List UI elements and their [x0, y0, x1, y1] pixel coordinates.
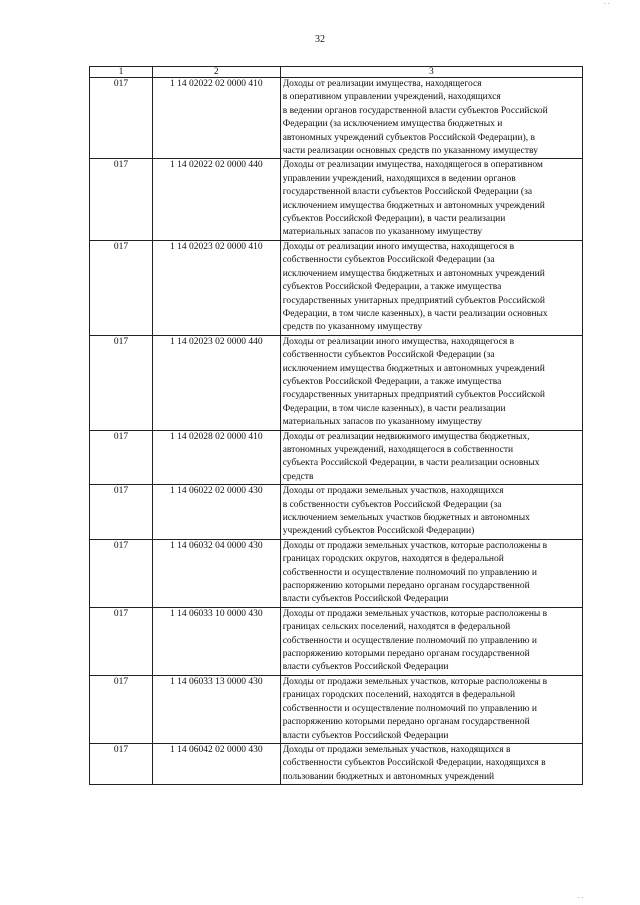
description-line: собственности субъектов Российской Федерации (за [282, 350, 495, 361]
description-line: исключением имущества бюджетных и автономных учреждений [282, 268, 545, 279]
description-line: субъектов Российской Федерации, а также имущества [282, 376, 502, 387]
revenue-description-cell [280, 240, 582, 335]
description-line: исключением имущества бюджетных и автономных учреждений [282, 363, 545, 374]
revenue-description-cell [280, 485, 582, 540]
description-line: Доходы от реализации имущества, находящегося в оперативном [282, 160, 543, 171]
description-line: субъекта Российской Федерации, в части реализации основных [282, 458, 540, 469]
table-row [90, 485, 583, 540]
description-line: субъектов Российской Федерации), в части реализации [282, 214, 506, 225]
revenue-codes-table [89, 66, 583, 785]
description-line: Доходы от продажи земельных участков, которые расположены в [282, 540, 548, 551]
table-row [90, 240, 583, 335]
revenue-description-cell [280, 335, 582, 430]
description-line: Доходы от продажи земельных участков, которые расположены в [282, 676, 548, 687]
description-line: государственных унитарных предприятий субъектов Российской [282, 295, 545, 306]
description-line: Доходы от продажи земельных участков, которые расположены в [282, 608, 548, 619]
table-row [90, 539, 583, 607]
description-line: Доходы от реализации недвижимого имущества бюджетных, [282, 431, 530, 442]
description-line: Федерации, в том числе казенных), в части реализации [282, 403, 506, 414]
description-line: части реализации основных средств по указанному имуществу [282, 146, 538, 157]
revenue-code-cell: 1 14 02022 02 0000 410 [152, 78, 280, 159]
revenue-code-cell: 1 14 06042 02 0000 430 [152, 743, 280, 784]
admin-code-cell: 017 [90, 335, 153, 430]
description-line: распоряжению которыми передано органам государственной [282, 717, 530, 728]
revenue-description-cell [280, 607, 582, 675]
table-header-row [90, 67, 583, 78]
revenue-code-cell: 1 14 02028 02 0000 410 [152, 430, 280, 485]
description-line: в оперативном управлении учреждений, находящихся [282, 92, 501, 103]
revenue-description-cell [280, 743, 582, 784]
table-row [90, 607, 583, 675]
description-line: Доходы от продажи земельных участков, находящихся [282, 486, 504, 497]
revenue-description-cell [280, 675, 582, 743]
description-line: собственности и осуществление полномочий по управлению и [282, 635, 537, 646]
description-line: Доходы от реализации иного имущества, находящегося в [282, 336, 515, 347]
revenue-code-cell: 1 14 06033 13 0000 430 [152, 675, 280, 743]
description-line: границах городских поселений, находятся в федеральной [282, 690, 516, 701]
description-line: в ведении органов государственной власти субъектов Российской [282, 105, 548, 116]
admin-code-cell: 017 [90, 743, 153, 784]
column-header-1: 1 [90, 67, 153, 78]
description-line: собственности и осуществление полномочий по управлению и [282, 703, 537, 714]
description-line: управлении учреждений, находящихся в ведении органов [282, 173, 516, 184]
table-row [90, 743, 583, 784]
description-line: распоряжению которыми передано органам государственной [282, 649, 530, 660]
revenue-code-cell: 1 14 06022 02 0000 430 [152, 485, 280, 540]
description-line: государственной власти субъектов Российской Федерации (за [282, 187, 533, 198]
admin-code-cell: 017 [90, 240, 153, 335]
description-line: Федерации, в том числе казенных), в части реализации основных [282, 308, 548, 319]
table-row [90, 78, 583, 159]
description-line: пользовании бюджетных и автономных учреждений [282, 771, 495, 782]
description-line: границах сельских поселений, находятся в федеральной [282, 622, 511, 633]
page-number: 32 [315, 34, 325, 45]
description-line: распоряжению которыми передано органам государственной [282, 581, 530, 592]
description-line: материальных запасов по указанному имуществу [282, 227, 483, 238]
description-line: собственности субъектов Российской Федерации, находящихся в [282, 758, 546, 769]
admin-code-cell: 017 [90, 78, 153, 159]
table-body [90, 78, 583, 785]
description-line: границах городских округов, находятся в федеральной [282, 554, 504, 565]
revenue-code-cell: 1 14 02023 02 0000 440 [152, 335, 280, 430]
admin-code-cell: 017 [90, 607, 153, 675]
table-row [90, 430, 583, 485]
description-line: Доходы от продажи земельных участков, находящихся в [282, 744, 511, 755]
description-line: автономных учреждений субъектов Российской Федерации), в [282, 132, 535, 143]
revenue-code-cell: 1 14 06032 04 0000 430 [152, 539, 280, 607]
table-row [90, 335, 583, 430]
revenue-code-cell: 1 14 02022 02 0000 440 [152, 159, 280, 240]
description-line: государственных унитарных предприятий субъектов Российской [282, 390, 545, 401]
description-line: Федерации (за исключением имущества бюджетных и [282, 119, 503, 130]
description-line: собственности субъектов Российской Федерации (за [282, 255, 495, 266]
table-row [90, 159, 583, 240]
description-line: власти субъектов Российской Федерации [282, 594, 449, 605]
description-line: исключением имущества бюджетных и автономных учреждений [282, 200, 545, 211]
admin-code-cell: 017 [90, 430, 153, 485]
column-header-2: 2 [152, 67, 280, 78]
table-row [90, 675, 583, 743]
admin-code-cell: 017 [90, 675, 153, 743]
revenue-code-cell: 1 14 06033 10 0000 430 [152, 607, 280, 675]
revenue-code-cell: 1 14 02023 02 0000 410 [152, 240, 280, 335]
corner-mark-top: · · [603, 0, 610, 8]
revenue-description-cell [280, 430, 582, 485]
description-line: власти субъектов Российской Федерации [282, 730, 449, 741]
description-line: средств по указанному имуществу [282, 322, 423, 333]
description-line: автономных учреждений, находящегося в собственности [282, 444, 514, 455]
revenue-description-cell [280, 159, 582, 240]
description-line: Доходы от реализации иного имущества, находящегося в [282, 241, 515, 252]
description-line: средств [282, 471, 314, 482]
description-line: материальных запасов по указанному имуществу [282, 417, 483, 428]
corner-mark-bottom: · · [577, 894, 584, 902]
revenue-description-cell [280, 78, 582, 159]
admin-code-cell: 017 [90, 485, 153, 540]
description-line: субъектов Российской Федерации, а также имущества [282, 282, 502, 293]
revenue-description-cell [280, 539, 582, 607]
description-line: Доходы от реализации имущества, находящегося [282, 79, 482, 89]
description-line: учреждений субъектов Российской Федерации) [282, 526, 475, 537]
description-line: собственности и осуществление полномочий по управлению и [282, 567, 537, 578]
description-line: власти субъектов Российской Федерации [282, 662, 449, 673]
description-line: исключением земельных участков бюджетных и автономных [282, 513, 530, 523]
admin-code-cell: 017 [90, 159, 153, 240]
column-header-3: 3 [280, 67, 582, 78]
description-line: в собственности субъектов Российской Федерации (за [282, 499, 502, 510]
admin-code-cell: 017 [90, 539, 153, 607]
